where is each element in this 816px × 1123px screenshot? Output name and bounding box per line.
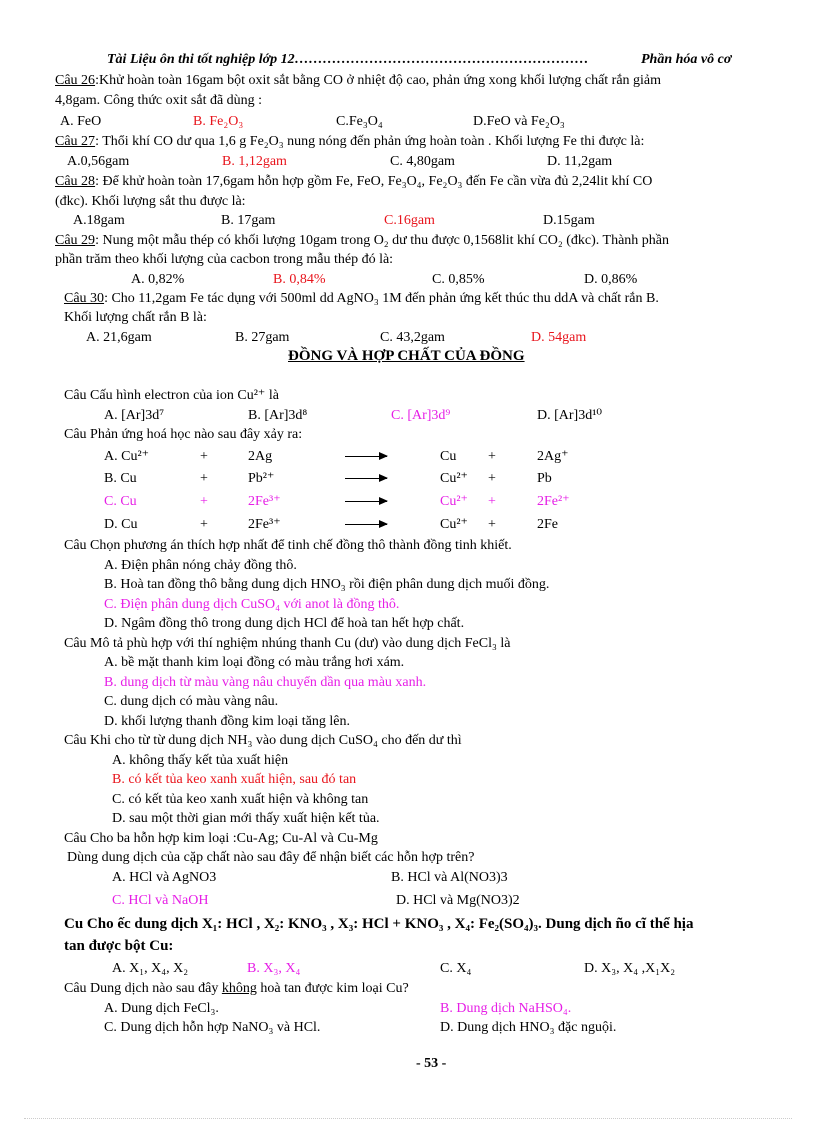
option-b-answer: B. dung dịch từ màu vàng nâu chuyển dần qua màu xanh. <box>104 675 427 690</box>
reactant-2: 2Fe³⁺ <box>248 517 281 532</box>
product-1: Cu²⁺ <box>440 471 468 486</box>
plus-sign: + <box>488 517 496 532</box>
question-30 <box>64 290 659 307</box>
product-2: 2Ag⁺ <box>537 449 569 464</box>
option-b: B. 17gam <box>221 213 276 228</box>
arrow-icon <box>345 478 387 479</box>
page-number: - 53 - <box>416 1056 447 1071</box>
option-d: D. Ngâm đồng thô trong dung dịch HCl để hoà tan hết hợp chất. <box>104 616 465 631</box>
option-b-answer: B. Dung dịch NaHSO₄. <box>440 1001 572 1016</box>
option-c-answer: C. [Ar]3d⁹ <box>391 408 451 423</box>
cu-question-5: Câu Khi cho từ từ dung dịch NH₃ vào dung dịch CuSO₄ cho đến dư thì <box>64 733 462 748</box>
reactant-2: Pb²⁺ <box>248 471 275 486</box>
option-b-answer: B. X₃, X₄ <box>247 961 301 976</box>
option-d: D.15gam <box>543 213 595 228</box>
question-text: : Để khử hoàn toàn 17,6gam hỗn hợp gồm Fe, FeO, Fe₃O₄, Fe₂O₃ đến Fe cần vừa đủ 2,24lit khí CO <box>95 174 653 189</box>
question-label: Câu 26 <box>55 73 96 88</box>
question-26 <box>55 72 661 89</box>
option-c: C. Dung dịch hỗn hợp NaNO₃ và HCl. <box>104 1020 321 1035</box>
cu-question-7: Cu Cho ếc dung dịch X₁: HCl , X₂: KNO₃ , X₃: HCl + KNO₃ , X₄: Fe₂(SO₄)₃. Dung dịch ño cĩ thể hịa <box>64 916 694 932</box>
plus-sign: + <box>200 449 208 464</box>
question-text: :Khử hoàn toàn 16gam bột oxit sắt bằng CO ở nhiệt độ cao, phản ứng xong khối lượng chất rắn giảm <box>95 73 662 88</box>
arrow-icon <box>345 501 387 502</box>
page-bottom-rule <box>24 1118 792 1119</box>
question-text-cont: Khối lượng chất rắn B là: <box>64 310 207 325</box>
cu-question-3: Câu Chọn phương án thích hợp nhất để tinh chế đồng thô thành đồng tinh khiết. <box>64 538 512 553</box>
option-d: D.FeO và Fe₂O₃ <box>473 114 565 129</box>
option-a: A.0,56gam <box>67 154 130 169</box>
reactant-1: C. Cu <box>104 494 137 509</box>
cu-question-6: Câu Cho ba hỗn hợp kim loại :Cu-Ag; Cu-Al và Cu-Mg <box>64 831 378 846</box>
option-a: A.18gam <box>73 213 125 228</box>
question-text-cont: tan được bột Cu: <box>64 938 174 954</box>
cu-question-8 <box>64 980 409 997</box>
question-emphasis: không <box>221 981 257 996</box>
option-a: A. Điện phân nóng chảy đồng thô. <box>104 558 297 573</box>
option-c: C. X₄ <box>440 961 472 976</box>
product-1: Cu²⁺ <box>440 517 468 532</box>
option-b: B. HCl và Al(NO3)3 <box>391 870 508 885</box>
arrow-icon <box>345 524 387 525</box>
option-b: B. 27gam <box>235 330 290 345</box>
section-title: ĐỒNG VÀ HỢP CHẤT CỦA ĐỒNG <box>288 348 525 364</box>
option-a: A. không thấy kết tủa xuất hiện <box>112 753 289 768</box>
header-left: Tài Liệu ôn thi tốt nghiệp lớp 12……………………………………………………… <box>107 52 589 67</box>
question-text: hoà tan được kim loại Cu? <box>256 981 409 996</box>
plus-sign: + <box>200 471 208 486</box>
plus-sign: + <box>488 494 496 509</box>
option-a: A. 0,82% <box>131 272 185 287</box>
option-a: A. Dung dịch FeCl₃. <box>104 1001 219 1016</box>
question-label: Câu 30 <box>64 291 105 306</box>
product-2: 2Fe²⁺ <box>537 494 570 509</box>
option-d-answer: D. 54gam <box>531 330 587 345</box>
option-c: C. 43,2gam <box>380 330 445 345</box>
product-2: 2Fe <box>537 517 558 532</box>
option-d: D. HCl và Mg(NO3)2 <box>396 893 520 908</box>
question-text: Câu Dung dịch nào sau đây <box>64 981 222 996</box>
product-1: Cu <box>440 449 457 464</box>
option-b-answer: B. Fe₂O₃ <box>193 114 244 129</box>
question-29 <box>55 232 669 249</box>
plus-sign: + <box>200 517 208 532</box>
reactant-2: 2Ag <box>248 449 273 464</box>
option-c: C. 0,85% <box>432 272 485 287</box>
plus-sign: + <box>488 471 496 486</box>
option-a: A. [Ar]3d⁷ <box>104 408 165 423</box>
question-text-cont: Dùng dung dịch của cặp chất nào sau đây để nhận biết các hỗn hợp trên? <box>67 850 475 865</box>
plus-sign: + <box>200 494 208 509</box>
option-d: D. X₃, X₄ ,X₁X₂ <box>584 961 676 976</box>
option-c-answer: C.16gam <box>384 213 435 228</box>
question-text: : Cho 11,2gam Fe tác dụng với 500ml dd AgNO₃ 1M đến phản ứng kết thúc thu ddA và chất rắn B. <box>104 291 659 306</box>
option-c: C.Fe₃O₄ <box>336 114 383 129</box>
plus-sign: + <box>488 449 496 464</box>
option-c-answer: C. Điện phân dung dịch CuSO₄ với anot là đồng thô. <box>104 597 400 612</box>
reactant-2: 2Fe³⁺ <box>248 494 281 509</box>
option-a: A. HCl và AgNO3 <box>112 870 217 885</box>
option-a: A. X₁, X₄, X₂ <box>112 961 189 976</box>
reactant-1: B. Cu <box>104 471 137 486</box>
option-c: C. có kết tủa keo xanh xuất hiện và không tan <box>112 792 369 807</box>
product-1: Cu²⁺ <box>440 494 468 509</box>
question-text-cont: (đkc). Khối lượng sắt thu được là: <box>55 194 246 209</box>
cu-question-2: Câu Phản ứng hoá học nào sau đây xảy ra: <box>64 427 303 442</box>
cu-question-4: Câu Mô tả phù hợp với thí nghiệm nhúng thanh Cu (dư) vào dung dịch FeCl₃ là <box>64 636 511 651</box>
question-text-cont: phần trăm theo khối lượng của cacbon trong mẫu thép đó là: <box>55 252 394 267</box>
question-28 <box>55 173 652 190</box>
cu-question-1: Câu Cấu hình electron của ion Cu²⁺ là <box>64 388 279 403</box>
question-text: : Nung một mẫu thép có khối lượng 10gam trong O₂ dư thu được 0,1568lit khí CO₂ (đkc). Thành phần <box>95 233 670 248</box>
option-b-answer: B. 1,12gam <box>222 154 287 169</box>
question-label: Câu 29 <box>55 233 96 248</box>
option-d: D. Dung dịch HNO₃ đặc nguội. <box>440 1020 617 1035</box>
option-d: D. 0,86% <box>584 272 638 287</box>
question-27 <box>55 133 644 150</box>
question-label: Câu 27 <box>55 134 96 149</box>
option-a: A. FeO <box>60 114 102 129</box>
header-right: Phần hóa vô cơ <box>641 52 732 67</box>
option-c: C. dung dịch có màu vàng nâu. <box>104 694 279 709</box>
option-d: D. khối lượng thanh đồng kim loại tăng lên. <box>104 714 350 729</box>
option-d: D. [Ar]3d¹⁰ <box>537 408 603 423</box>
reactant-1: D. Cu <box>104 517 138 532</box>
option-c: C. 4,80gam <box>390 154 455 169</box>
question-label: Câu 28 <box>55 174 96 189</box>
reactant-1: A. Cu²⁺ <box>104 449 150 464</box>
option-b: B. [Ar]3d⁸ <box>248 408 308 423</box>
option-b-answer: B. 0,84% <box>273 272 326 287</box>
option-d: D. sau một thời gian mới thấy xuất hiện kết tủa. <box>112 811 380 826</box>
product-2: Pb <box>537 471 552 486</box>
option-a: A. 21,6gam <box>86 330 152 345</box>
arrow-icon <box>345 456 387 457</box>
option-c-answer: C. HCl và NaOH <box>112 893 209 908</box>
option-a: A. bề mặt thanh kim loại đồng có màu trắng hơi xám. <box>104 655 405 670</box>
option-b: B. Hoà tan đồng thô bằng dung dịch HNO₃ rồi điện phân dung dịch muối đồng. <box>104 577 550 592</box>
option-d: D. 11,2gam <box>547 154 613 169</box>
option-b-answer: B. có kết tủa keo xanh xuất hiện, sau đó tan <box>112 772 357 787</box>
question-text-cont: 4,8gam. Công thức oxit sắt đã dùng : <box>55 93 263 108</box>
question-text: : Thổi khí CO dư qua 1,6 g Fe₂O₃ nung nóng đến phản ứng hoàn toàn . Khối lượng Fe thi được là: <box>95 134 645 149</box>
